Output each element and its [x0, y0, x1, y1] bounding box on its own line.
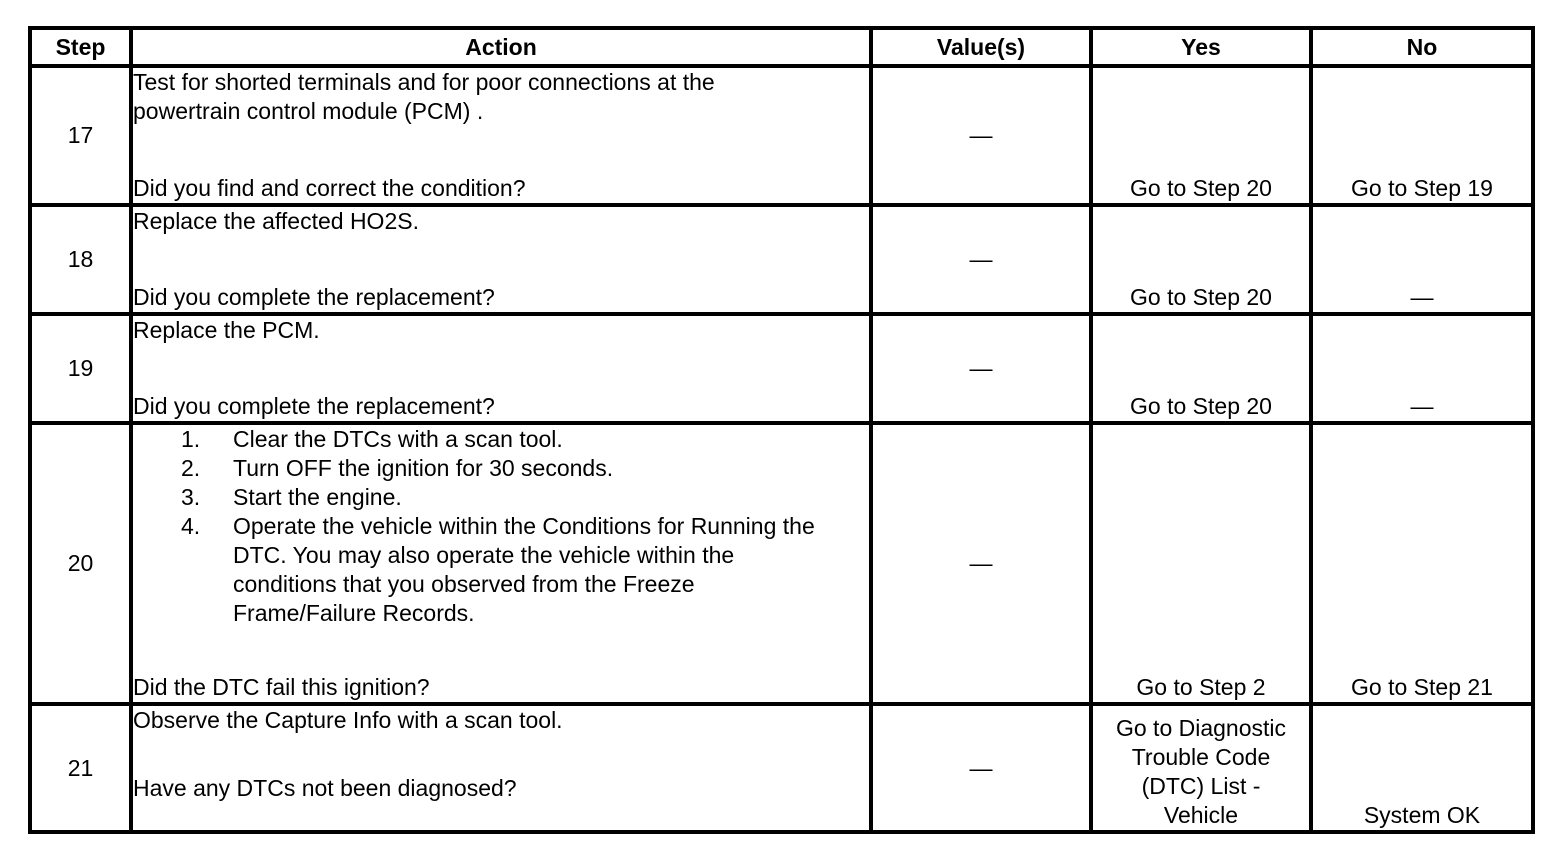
action-cell	[131, 66, 871, 205]
no-cell: System OK	[1311, 704, 1533, 832]
question-text: Have any DTCs not been diagnosed?	[133, 775, 517, 801]
list-item-text: Start the engine.	[233, 484, 402, 510]
header-row	[30, 28, 1533, 66]
yes-cell: Go to Step 20	[1091, 314, 1311, 423]
header-yes: Yes	[1091, 28, 1311, 66]
list-item-text: Clear the DTCs with a scan tool.	[233, 426, 563, 452]
no-cell: —	[1311, 314, 1533, 423]
table-row	[30, 704, 1533, 832]
action-text: Replace the affected HO2S.	[133, 208, 419, 234]
header-action: Action	[131, 28, 871, 66]
step-number: 17	[30, 66, 131, 205]
table-row	[30, 205, 1533, 314]
list-item-text: Operate the vehicle within the Conditions for Running the DTC. You may also operate the vehicle within the conditions that you observed from the Freeze Frame/Failure Records.	[233, 513, 815, 626]
yes-cell: Go to Step 2	[1091, 423, 1311, 704]
yes-cell: Go to Step 20	[1091, 66, 1311, 205]
header-values: Value(s)	[871, 28, 1091, 66]
action-cell	[131, 314, 871, 423]
no-cell: —	[1311, 205, 1533, 314]
question-text: Did you find and correct the condition?	[133, 175, 526, 201]
list-item-number: 3.	[181, 484, 201, 510]
table-row	[30, 314, 1533, 423]
no-cell: Go to Step 21	[1311, 423, 1533, 704]
yes-cell: Go to Step 20	[1091, 205, 1311, 314]
no-cell: Go to Step 19	[1311, 66, 1533, 205]
list-item-text: Turn OFF the ignition for 30 seconds.	[233, 455, 614, 481]
step-number: 19	[30, 314, 131, 423]
question-text: Did the DTC fail this ignition?	[133, 674, 430, 700]
list-item-number: 2.	[181, 455, 201, 481]
action-text: Replace the PCM.	[133, 317, 320, 343]
diagnostic-table	[28, 26, 1535, 834]
action-cell	[131, 423, 871, 704]
step-number: 20	[30, 423, 131, 704]
value-cell: —	[871, 205, 1091, 314]
header-step: Step	[30, 28, 131, 66]
question-text: Did you complete the replacement?	[133, 284, 495, 310]
table-row	[30, 66, 1533, 205]
value-cell: —	[871, 423, 1091, 704]
action-text: Observe the Capture Info with a scan tool.	[133, 707, 563, 733]
yes-cell: Go to Diagnostic Trouble Code (DTC) List - Vehicle	[1091, 704, 1311, 832]
header-no: No	[1311, 28, 1533, 66]
list-item	[133, 512, 869, 628]
value-cell: —	[871, 704, 1091, 832]
list-item	[133, 454, 869, 483]
table-row	[30, 423, 1533, 704]
step-number: 18	[30, 205, 131, 314]
list-item-number: 1.	[181, 426, 201, 452]
question-text: Did you complete the replacement?	[133, 393, 495, 419]
action-text: Test for shorted terminals and for poor connections at the powertrain control module (PCM) .	[133, 69, 715, 124]
procedure-list	[133, 425, 869, 628]
action-cell	[131, 205, 871, 314]
list-item	[133, 425, 869, 454]
list-item-number: 4.	[181, 513, 201, 539]
value-cell: —	[871, 66, 1091, 205]
action-cell	[131, 704, 871, 832]
list-item	[133, 483, 869, 512]
step-number: 21	[30, 704, 131, 832]
value-cell: —	[871, 314, 1091, 423]
